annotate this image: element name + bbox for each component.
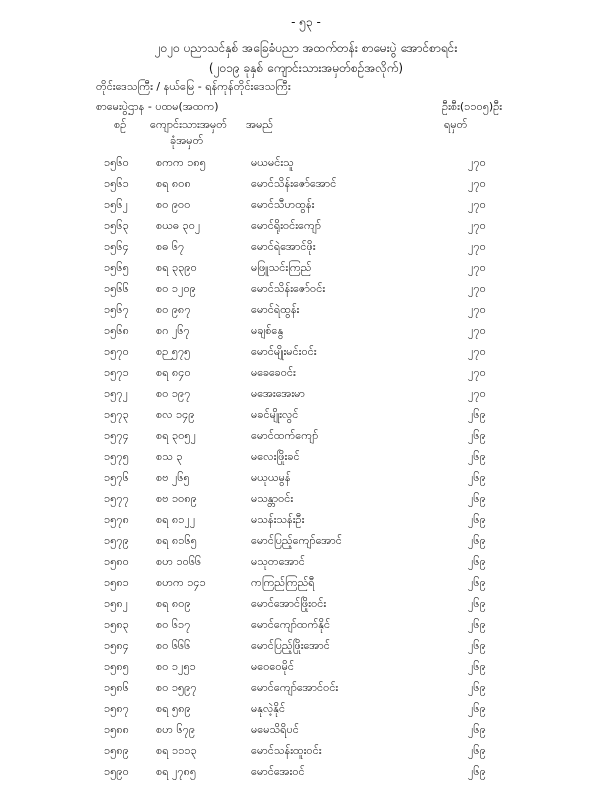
roll-number: စဂ ၂၆၇ — [156, 324, 190, 337]
student-name: မချစ်နွေ — [251, 324, 284, 337]
table-row — [0, 429, 612, 450]
student-name: ကကြည်ကြည်ရီ — [251, 576, 315, 589]
row-number: ၁၅၇၄ — [104, 429, 129, 442]
score: ၂၇၀ — [468, 366, 486, 379]
roll-number: စဓ ၆၇ — [156, 240, 185, 253]
roll-number: စဝ ၁၂၅၁ — [156, 660, 196, 673]
results-table — [0, 156, 612, 786]
column-header-roll-sub: ခုံအမှတ် — [170, 134, 204, 147]
score: ၂၇၀ — [468, 240, 486, 253]
student-name: မောင်ကျော်ထက်နိုင် — [251, 618, 331, 631]
student-name: မောင်ကျော်အောင်ဝင်း — [251, 681, 339, 694]
row-number: ၁၅၇၀ — [104, 345, 129, 358]
table-row — [0, 303, 612, 324]
table-row — [0, 513, 612, 534]
student-name: မနုလဲ့နိုင် — [251, 702, 286, 715]
region-label: တိုင်းဒေသကြီး / နယ်မြေ - ရန်ကုန်တိုင်းဒေသကြီး — [96, 80, 291, 93]
roll-number: စသ ၃ — [156, 450, 183, 463]
roll-number: စရ ၈၄၀ — [156, 366, 191, 379]
table-row — [0, 366, 612, 387]
table-row — [0, 450, 612, 471]
document-title: ၂၀၂၀ ပညာသင်နှစ် အခြေခံပညာ အထက်တန်း စာမေးပွဲ အောင်စာရင်း — [154, 41, 458, 55]
score: ၂၆၉ — [468, 555, 486, 568]
student-name: မောင်သိန်းဇော်ဝင်း — [251, 282, 326, 295]
table-row — [0, 765, 612, 786]
roll-number: စဟ ၁၀၆၆ — [156, 555, 202, 568]
table-row — [0, 177, 612, 198]
table-row — [0, 555, 612, 576]
roll-number: စယဓ ၃၀၂ — [156, 219, 201, 232]
row-number: ၁၅၇၂ — [104, 387, 128, 400]
score: ၂၆၉ — [468, 660, 486, 673]
exam-center-label: စာမေးပွဲဌာန - ပထမ(အထက) — [96, 100, 219, 113]
table-row — [0, 660, 612, 681]
roll-number: စဟ ၆၇၉ — [156, 723, 196, 736]
score: ၂၆၉ — [468, 492, 486, 505]
student-name: မောင်သီဟထွန်း — [251, 198, 315, 211]
score-header: ဦးစီး(၁၁၀၅)ဦး — [442, 100, 503, 113]
student-name: မခင်မျိုးလွင် — [251, 408, 299, 421]
row-number: ၁၅၆၀ — [104, 156, 129, 169]
student-name: မသုတအောင် — [251, 555, 305, 568]
score: ၂၇၀ — [468, 177, 486, 190]
score: ၂၆၉ — [468, 702, 486, 715]
score: ၂၆၉ — [468, 597, 486, 610]
row-number: ၁၅၆၆ — [104, 282, 129, 295]
table-row — [0, 198, 612, 219]
table-row — [0, 240, 612, 261]
roll-number: စဝ ၁၉၇ — [156, 387, 191, 400]
roll-number: စဉ ၅၇၅ — [156, 345, 191, 358]
student-name: မောင်အေးဝင် — [251, 765, 305, 778]
student-name: မောင်သိန်းဇော်အောင် — [251, 177, 337, 190]
row-number: ၁၅၆၃ — [104, 219, 129, 232]
row-number: ၁၅၈၅ — [104, 660, 129, 673]
row-number: ၁၅၈၂ — [104, 597, 129, 610]
document-subtitle: (၂၀၁၉ ခုနှစ် ကျောင်းသားအမှတ်စဉ်အလိုက်) — [208, 61, 404, 75]
student-name: မောင်ထက်ကျော် — [251, 429, 319, 442]
row-number: ၁၅၈၉ — [104, 744, 129, 757]
score: ၂၆၉ — [468, 408, 486, 421]
student-name: မသန္တာဝင်း — [251, 492, 294, 505]
score: ၂၇၀ — [468, 219, 486, 232]
roll-number: စလ ၁၄၉ — [156, 408, 195, 421]
student-name: မောင်ရဲထွန်း — [251, 303, 300, 316]
roll-number: စဝ ၆၁၇ — [156, 618, 191, 631]
row-number: ၁၅၇၅ — [104, 450, 129, 463]
score: ၂၇၀ — [468, 345, 486, 358]
row-number: ၁၅၇၇ — [104, 492, 129, 505]
student-name: မောင်သန်းထူးဝင်း — [251, 744, 322, 757]
score: ၂၆၉ — [468, 723, 486, 736]
score: ၂၆၉ — [468, 471, 486, 484]
row-number: ၁၅၇၃ — [104, 408, 129, 421]
column-header-no: စဉ် — [114, 118, 127, 131]
student-name: မသန်းသန်းဦး — [251, 513, 305, 526]
row-number: ၁၅၈၆ — [104, 681, 129, 694]
student-name: မခေခေဝင်း — [251, 366, 296, 379]
row-number: ၁၅၈၃ — [104, 618, 129, 631]
table-row — [0, 156, 612, 177]
score: ၂၆၉ — [468, 429, 486, 442]
student-name: မယုယမွန် — [251, 471, 291, 484]
row-number: ၁၅၆၂ — [104, 198, 128, 211]
score: ၂၆၉ — [468, 534, 486, 547]
row-number: ၁၅၇၁ — [104, 366, 129, 379]
student-name: မောင်မျိုးမင်းဝင်း — [251, 345, 317, 358]
score: ၂၆၉ — [468, 618, 486, 631]
table-row — [0, 597, 612, 618]
row-number: ၁၅၇၈ — [104, 513, 129, 526]
score: ၂၆၉ — [468, 576, 486, 589]
roll-number: စရ ၃၃၉၀ — [156, 261, 197, 274]
row-number: ၁၅၆၈ — [104, 324, 129, 337]
student-name: မောင်ပြည့်ဖြိုးအောင် — [251, 639, 330, 652]
student-name: မအေးအေးမာ — [251, 387, 305, 400]
student-name: မဖြူသင်းကြည် — [251, 261, 312, 274]
roll-number: စဟက ၁၄၁ — [156, 576, 206, 589]
table-row — [0, 324, 612, 345]
row-number: ၁၅၆၄ — [104, 240, 129, 253]
table-row — [0, 219, 612, 240]
row-number: ၁၅၆၇ — [104, 303, 129, 316]
page-number: - ၅၃ - — [291, 15, 321, 29]
student-name: မဝေဝေမိုင် — [251, 660, 294, 673]
student-name: မောင်အောင်ဖြိုးဝင်း — [251, 597, 327, 610]
student-name: မောင်ရိုးဝင်းကျော် — [251, 219, 322, 232]
roll-number: စဝ ၁၅၉၇ — [156, 681, 197, 694]
roll-number: စဗ ၁၀၈၉ — [156, 492, 197, 505]
table-row — [0, 282, 612, 303]
roll-number: စရ ၈၀၉ — [156, 597, 191, 610]
student-name: မယမင်းသူ — [251, 156, 294, 169]
roll-number: စရ ၈၁၆၅ — [156, 534, 197, 547]
roll-number: စရ ၈၁၂၂ — [156, 513, 196, 526]
table-row — [0, 387, 612, 408]
roll-number: စဗ ၂၆၅ — [156, 471, 190, 484]
table-row — [0, 618, 612, 639]
column-header-roll: ကျောင်းသားအမှတ် — [150, 118, 227, 131]
table-row — [0, 576, 612, 597]
row-number: ၁၅၆၁ — [104, 177, 129, 190]
row-number: ၁၅၆၅ — [104, 261, 129, 274]
row-number: ၁၅၈၄ — [104, 639, 129, 652]
roll-number: စရ ၅၈၉ — [156, 702, 191, 715]
row-number: ၁၅၈၁ — [104, 576, 129, 589]
table-row — [0, 639, 612, 660]
score: ၂၆၉ — [468, 681, 486, 694]
table-row — [0, 471, 612, 492]
score: ၂၆၉ — [468, 450, 486, 463]
roll-number: စဝ ၉၀၀ — [156, 198, 191, 211]
student-name: မောင်ပြည့်ကျော်အောင် — [251, 534, 342, 547]
roll-number: စဝ ၁၂၀၉ — [156, 282, 196, 295]
score: ၂၇၀ — [468, 282, 486, 295]
table-row — [0, 408, 612, 429]
score: ၂၆၉ — [468, 765, 486, 778]
roll-number: စရ ၁၁၁၃ — [156, 744, 197, 757]
table-row — [0, 345, 612, 366]
student-name: မလေးဖြိုးခင် — [251, 450, 300, 463]
row-number: ၁၅၈၀ — [104, 555, 129, 568]
roll-number: စရ ၃၀၅၂ — [156, 429, 196, 442]
column-header-mark: ရမှတ် — [444, 118, 468, 131]
score: ၂၆၉ — [468, 639, 486, 652]
row-number: ၁၅၈၇ — [104, 702, 129, 715]
score: ၂၆၉ — [468, 513, 486, 526]
roll-number: စရ ၈၀၈ — [156, 177, 191, 190]
score: ၂၇၀ — [468, 387, 486, 400]
score: ၂၇၀ — [468, 261, 486, 274]
row-number: ၁၅၇၆ — [104, 471, 129, 484]
score: ၂၇၀ — [468, 156, 486, 169]
row-number: ၁၅၉၀ — [104, 765, 129, 778]
table-row — [0, 261, 612, 282]
table-row — [0, 744, 612, 765]
row-number: ၁၅၈၈ — [104, 723, 129, 736]
roll-number: စဝ ၆၆၆ — [156, 639, 191, 652]
student-name: မမေသိရိပင် — [251, 723, 299, 736]
roll-number: စရ ၂၇၈၅ — [156, 765, 197, 778]
score: ၂၆၉ — [468, 744, 486, 757]
score: ၂၇၀ — [468, 198, 486, 211]
score: ၂၇၀ — [468, 324, 486, 337]
table-row — [0, 681, 612, 702]
table-row — [0, 534, 612, 555]
roll-number: စဝ ၉၈၇ — [156, 303, 191, 316]
table-row — [0, 702, 612, 723]
score: ၂၇၀ — [468, 303, 486, 316]
table-row — [0, 492, 612, 513]
student-name: မောင်ရဲအောင်ဖိုး — [251, 240, 316, 253]
roll-number: စကက ၁၈၅ — [156, 156, 206, 169]
row-number: ၁၅၇၉ — [104, 534, 129, 547]
column-header-name: အမည် — [246, 118, 274, 131]
table-row — [0, 723, 612, 744]
